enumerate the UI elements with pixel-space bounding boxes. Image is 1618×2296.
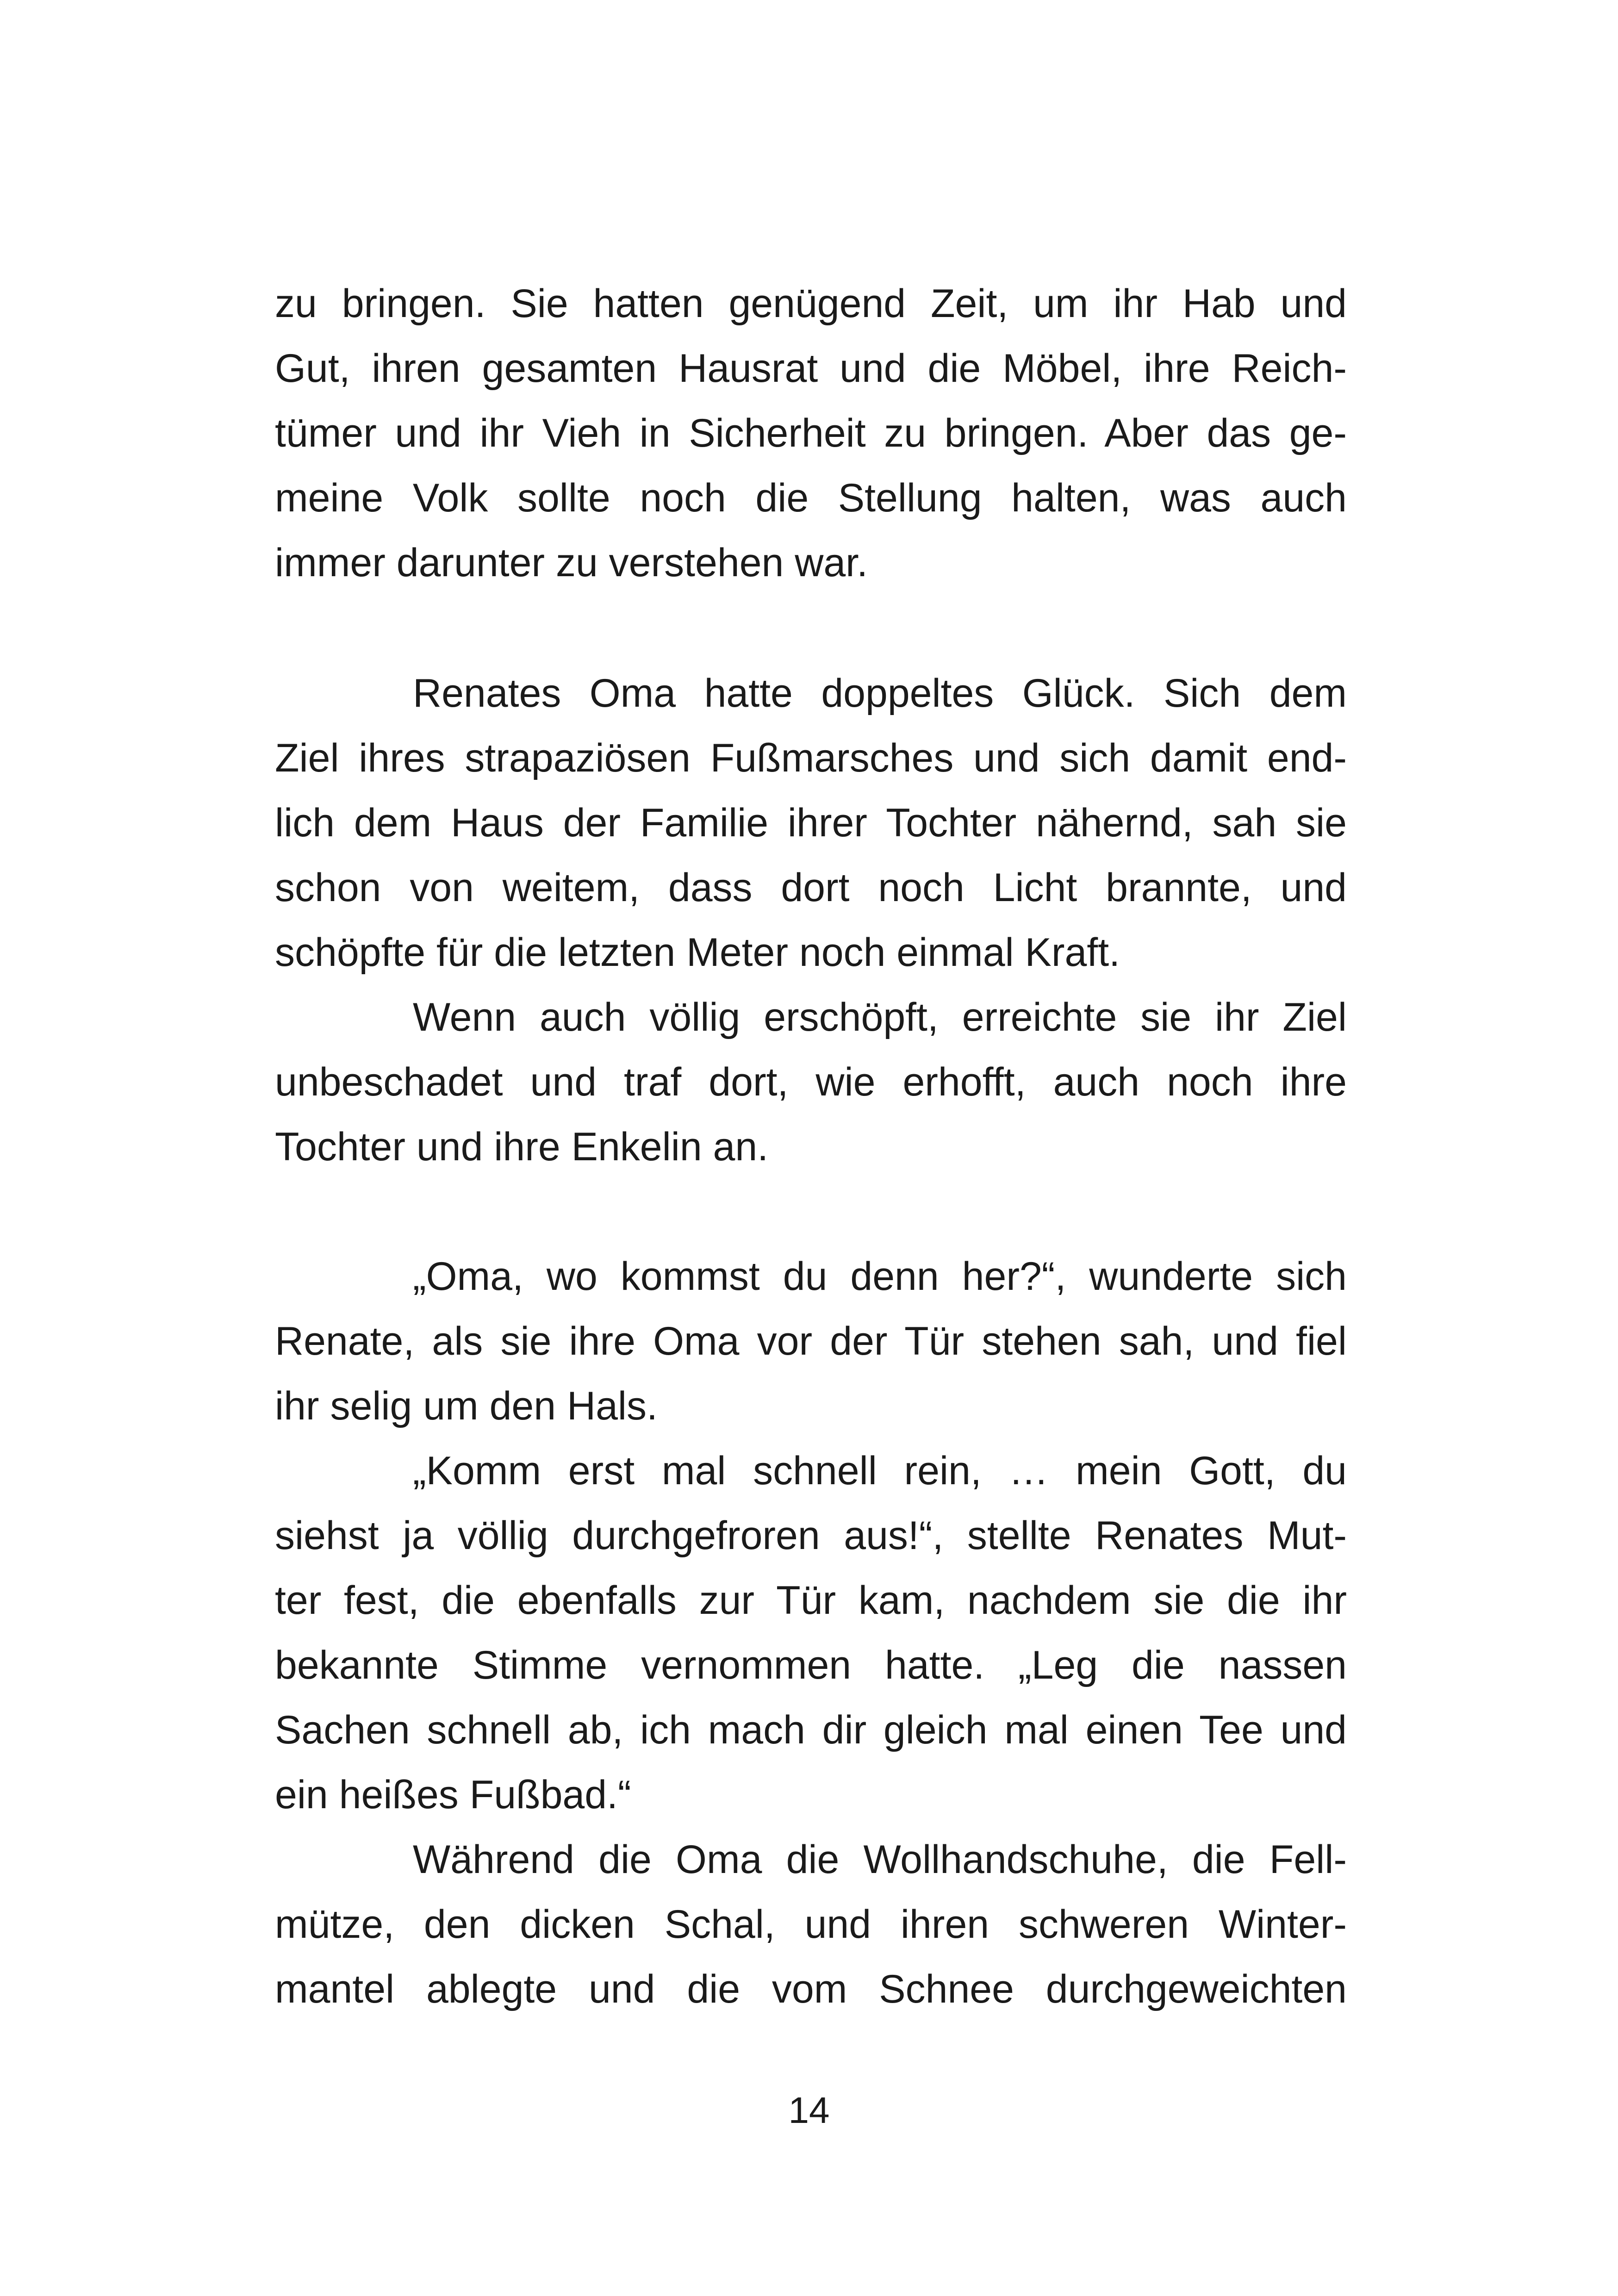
paragraph-4 [275,1244,1347,1438]
text-line: „Oma, wo kommst du denn her?“, wunderte sich [413,1254,1347,1299]
text-line: Wenn auch völlig erschöpft, erreichte sie ihr Ziel [413,995,1347,1039]
text-line: unbeschadet und traf dort, wie erhofft, auch noch ihre [275,1060,1347,1104]
text-line: mütze, den dicken Schal, und ihren schweren Winter- [275,1902,1347,1947]
text-line: ter fest, die ebenfalls zur Tür kam, nachdem sie die ihr [275,1578,1347,1623]
text-line: Sachen schnell ab, ich mach dir gleich mal einen Tee und [275,1708,1347,1752]
text-line: mantel ablegte und die vom Schnee durchgeweichten [275,1967,1347,2011]
text-line: meine Volk sollte noch die Stellung halten, was auch [275,476,1347,520]
paragraph-6 [275,1827,1347,2022]
paragraph-2 [275,661,1347,985]
text-line: ein heißes Fußbad.“ [275,1773,631,1817]
text-line: tümer und ihr Vieh in Sicherheit zu bringen. Aber das ge- [275,411,1347,455]
text-line: siehst ja völlig durchgefroren aus!“, stellte Renates Mut- [275,1513,1347,1558]
text-line: „Komm erst mal schnell rein, … mein Gott, du [413,1449,1347,1493]
page-number: 14 [788,2090,830,2131]
text-line: immer darunter zu verstehen war. [275,541,868,585]
text-line: Ziel ihres strapaziösen Fußmarsches und sich damit end- [275,736,1347,780]
text-line: Während die Oma die Wollhandschuhe, die Fell- [413,1837,1347,1882]
text-line: ihr selig um den Hals. [275,1384,658,1428]
text-line: Tochter und ihre Enkelin an. [275,1125,769,1169]
text-line: Gut, ihren gesamten Hausrat und die Möbel, ihre Reich- [275,346,1347,391]
text-line: bekannte Stimme vernommen hatte. „Leg die nassen [275,1643,1347,1687]
text-line: lich dem Haus der Familie ihrer Tochter nähernd, sah sie [275,801,1347,845]
text-line: zu bringen. Sie hatten genügend Zeit, um ihr Hab und [275,281,1347,326]
paragraph-5 [275,1438,1347,1827]
text-line: schon von weitem, dass dort noch Licht brannte, und [275,865,1347,910]
paragraph-1 [275,271,1347,595]
text-line: schöpfte für die letzten Meter noch einmal Kraft. [275,930,1120,975]
text-line: Renate, als sie ihre Oma vor der Tür stehen sah, und fiel [275,1319,1347,1363]
paragraph-3 [275,985,1347,1179]
text-line: Renates Oma hatte doppeltes Glück. Sich dem [413,671,1347,716]
